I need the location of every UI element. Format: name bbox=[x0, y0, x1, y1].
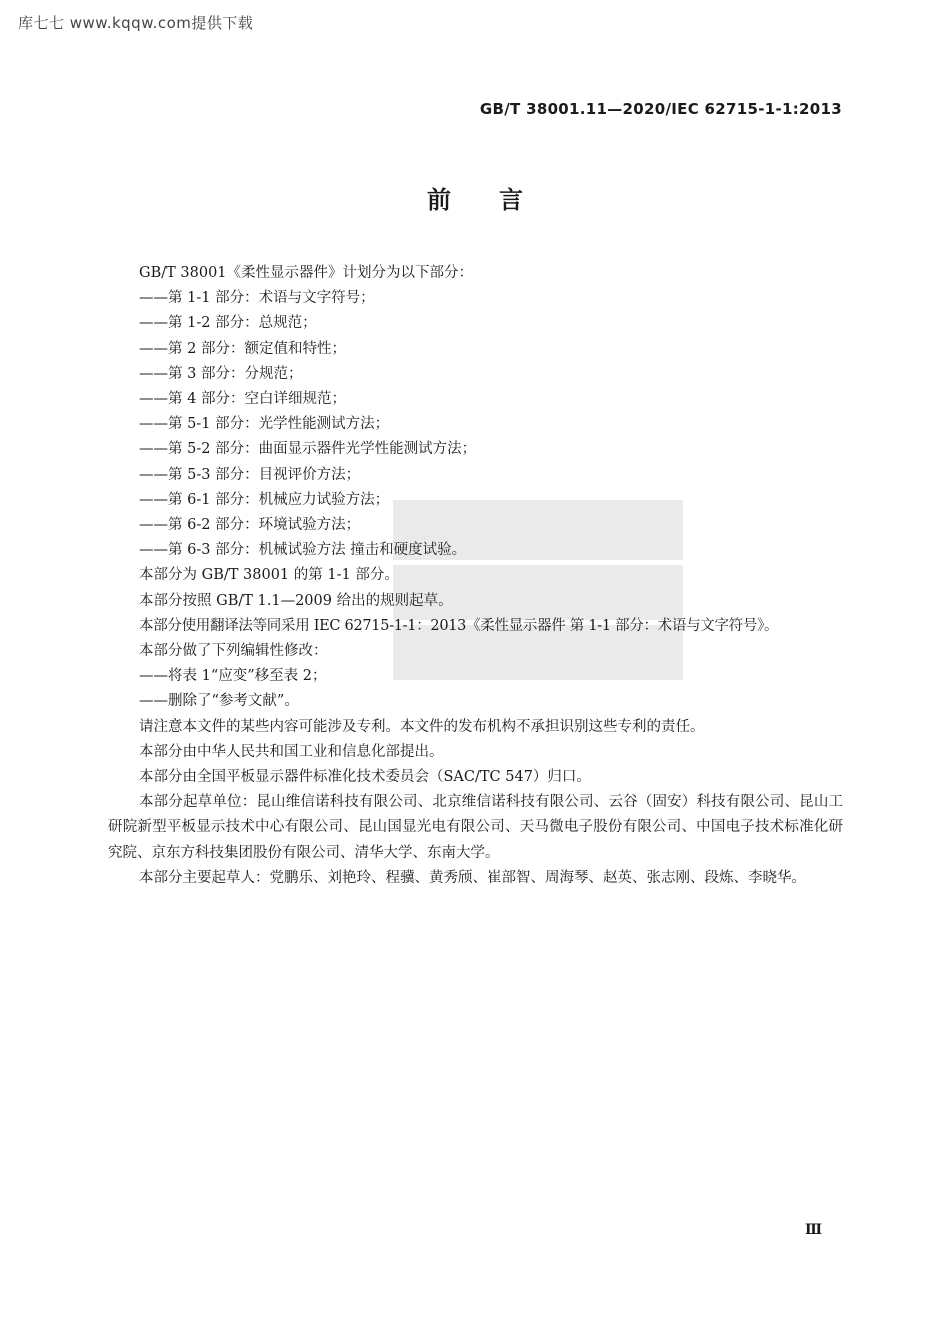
translation-paragraph: 本部分使用翻译法等同采用 IEC 62715-1-1：2013《柔性显示器件 第 1-1 部分：术语与文字符号》。 bbox=[139, 617, 779, 634]
page-number: Ⅲ bbox=[804, 1222, 822, 1238]
drafters-paragraph: 本部分主要起草人：党鹏乐、刘艳玲、程骥、黄秀颀、崔部智、周海琴、赵英、张志刚、段炼、李晓华。 bbox=[139, 869, 806, 886]
part-item: ——第 4 部分：空白详细规范； bbox=[139, 391, 346, 408]
part-item: ——第 6-1 部分：机械应力试验方法； bbox=[139, 491, 390, 508]
preface-body bbox=[108, 261, 843, 891]
part-item: ——第 1-2 部分：总规范； bbox=[139, 315, 317, 332]
part-item: ——第 5-1 部分：光学性能测试方法； bbox=[139, 416, 390, 433]
part-item: ——第 5-2 部分：曲面显示器件光学性能测试方法； bbox=[139, 441, 477, 458]
edit-item: ——将表 1“应变”移至表 2； bbox=[139, 668, 327, 685]
part-item: ——第 6-2 部分：环境试验方法； bbox=[139, 517, 361, 534]
part-item: ——第 3 部分：分规范； bbox=[139, 365, 303, 382]
this-part-paragraph: 本部分为 GB/T 38001 的第 1-1 部分。 bbox=[139, 567, 399, 584]
part-item: ——第 5-3 部分：目视评价方法； bbox=[139, 466, 361, 483]
drafting-units-paragraph: 本部分起草单位：昆山维信诺科技有限公司、北京维信诺科技有限公司、云谷（固安）科技有限公司、昆山工研院新型平板显示技术中心有限公司、昆山国显光电有限公司、天马微电子股份有限公司、中国电子技术标准化研究院、京东方科技集团股份有限公司、清华大学、东南大学。 bbox=[108, 794, 843, 861]
standard-code: GB/T 38001.11—2020/IEC 62715-1-1:2013 bbox=[479, 100, 842, 118]
edits-intro-paragraph: 本部分做了下列编辑性修改： bbox=[139, 643, 328, 660]
edit-item: ——删除了“参考文献”。 bbox=[139, 693, 299, 710]
drafting-rule-paragraph: 本部分按照 GB/T 1.1—2009 给出的规则起草。 bbox=[139, 592, 453, 609]
page-title: 前言 bbox=[427, 186, 571, 214]
part-item: ——第 6-3 部分：机械试验方法 撞击和硬度试验。 bbox=[139, 542, 467, 559]
centralized-by-paragraph: 本部分由全国平板显示器件标准化技术委员会（SAC/TC 547）归口。 bbox=[139, 769, 591, 786]
patent-note-paragraph: 请注意本文件的某些内容可能涉及专利。本文件的发布机构不承担识别这些专利的责任。 bbox=[139, 718, 705, 735]
part-item: ——第 1-1 部分：术语与文字符号； bbox=[139, 290, 375, 307]
intro-paragraph: GB/T 38001《柔性显示器件》计划分为以下部分： bbox=[139, 265, 474, 281]
proposed-by-paragraph: 本部分由中华人民共和国工业和信息化部提出。 bbox=[139, 743, 444, 760]
source-watermark: 库七七 www.kqqw.com提供下载 bbox=[18, 14, 254, 32]
part-item: ——第 2 部分：额定值和特性； bbox=[139, 340, 346, 357]
